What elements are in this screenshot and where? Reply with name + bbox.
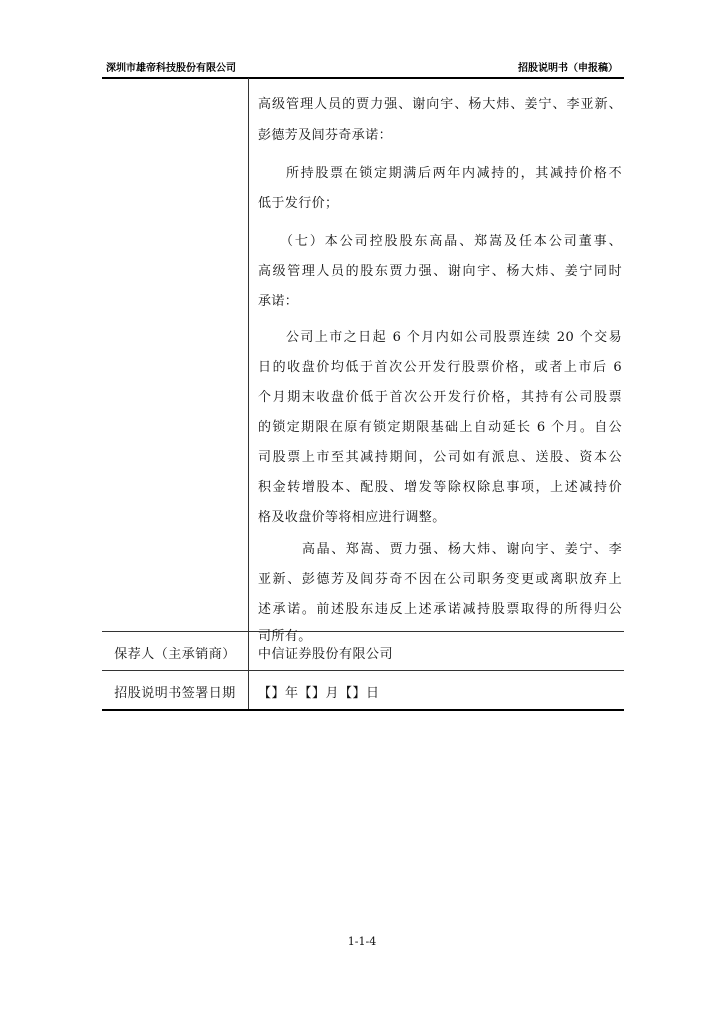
info-table	[102, 78, 624, 711]
text-line: 彭德芳及闾芬奇承诺：	[258, 128, 393, 143]
sponsor-row	[102, 632, 624, 671]
text-line: 积金转增股本、配股、增发等除权除息事项，上述减持价	[258, 480, 622, 495]
text-line: 低于发行价；	[258, 196, 339, 211]
sign-date-value: 【】年【】月【】日	[258, 686, 380, 701]
commitment-row	[102, 78, 624, 644]
sponsor-label: 保荐人（主承销商）	[114, 647, 236, 662]
column-divider	[248, 78, 249, 631]
page-number: 1-1-4	[347, 935, 377, 948]
column-divider	[248, 671, 249, 709]
text-line: 司股票上市至其减持期间，公司如有派息、送股、资本公	[258, 450, 622, 465]
sponsor-value: 中信证券股份有限公司	[258, 647, 394, 662]
company-name: 深圳市雄帝科技股份有限公司	[106, 63, 236, 74]
text-line: 格及收盘价等将相应进行调整。	[258, 510, 446, 525]
text-line: 述承诺。前述股东违反上述承诺减持股票取得的所得归公	[258, 602, 622, 617]
text-line: （七）本公司控股股东高晶、郑嵩及任本公司董事、	[280, 234, 622, 249]
page-header	[102, 55, 624, 79]
sign-date-label: 招股说明书签署日期	[114, 686, 236, 701]
text-line: 高级管理人员的股东贾力强、谢向宇、杨大炜、姜宁同时	[258, 264, 622, 279]
text-line: 亚新、彭德芳及闾芬奇不因在公司职务变更或离职放弃上	[258, 572, 622, 587]
text-line: 司所有。	[258, 629, 312, 644]
text-line: 公司上市之日起 6 个月内如公司股票连续 20 个交易	[286, 330, 622, 345]
text-line: 高晶、郑嵩、贾力强、杨大炜、谢向宇、姜宁、李	[302, 542, 622, 557]
text-line: 所持股票在锁定期满后两年内减持的，其减持价格不	[286, 166, 622, 181]
text-line: 日的收盘价均低于首次公开发行股票价格，或者上市后 6	[258, 360, 622, 375]
document-title: 招股说明书（申报稿）	[518, 63, 618, 74]
text-line: 个月期末收盘价低于首次公开发行价格，其持有公司股票	[258, 390, 622, 405]
text-line: 承诺：	[258, 294, 299, 309]
text-line: 的锁定期限在原有锁定期限基础上自动延长 6 个月。自公	[258, 420, 622, 435]
text-line: 高级管理人员的贾力强、谢向宇、杨大炜、姜宁、李亚新、	[258, 97, 622, 112]
column-divider	[248, 632, 249, 670]
sign-date-row	[102, 671, 624, 711]
